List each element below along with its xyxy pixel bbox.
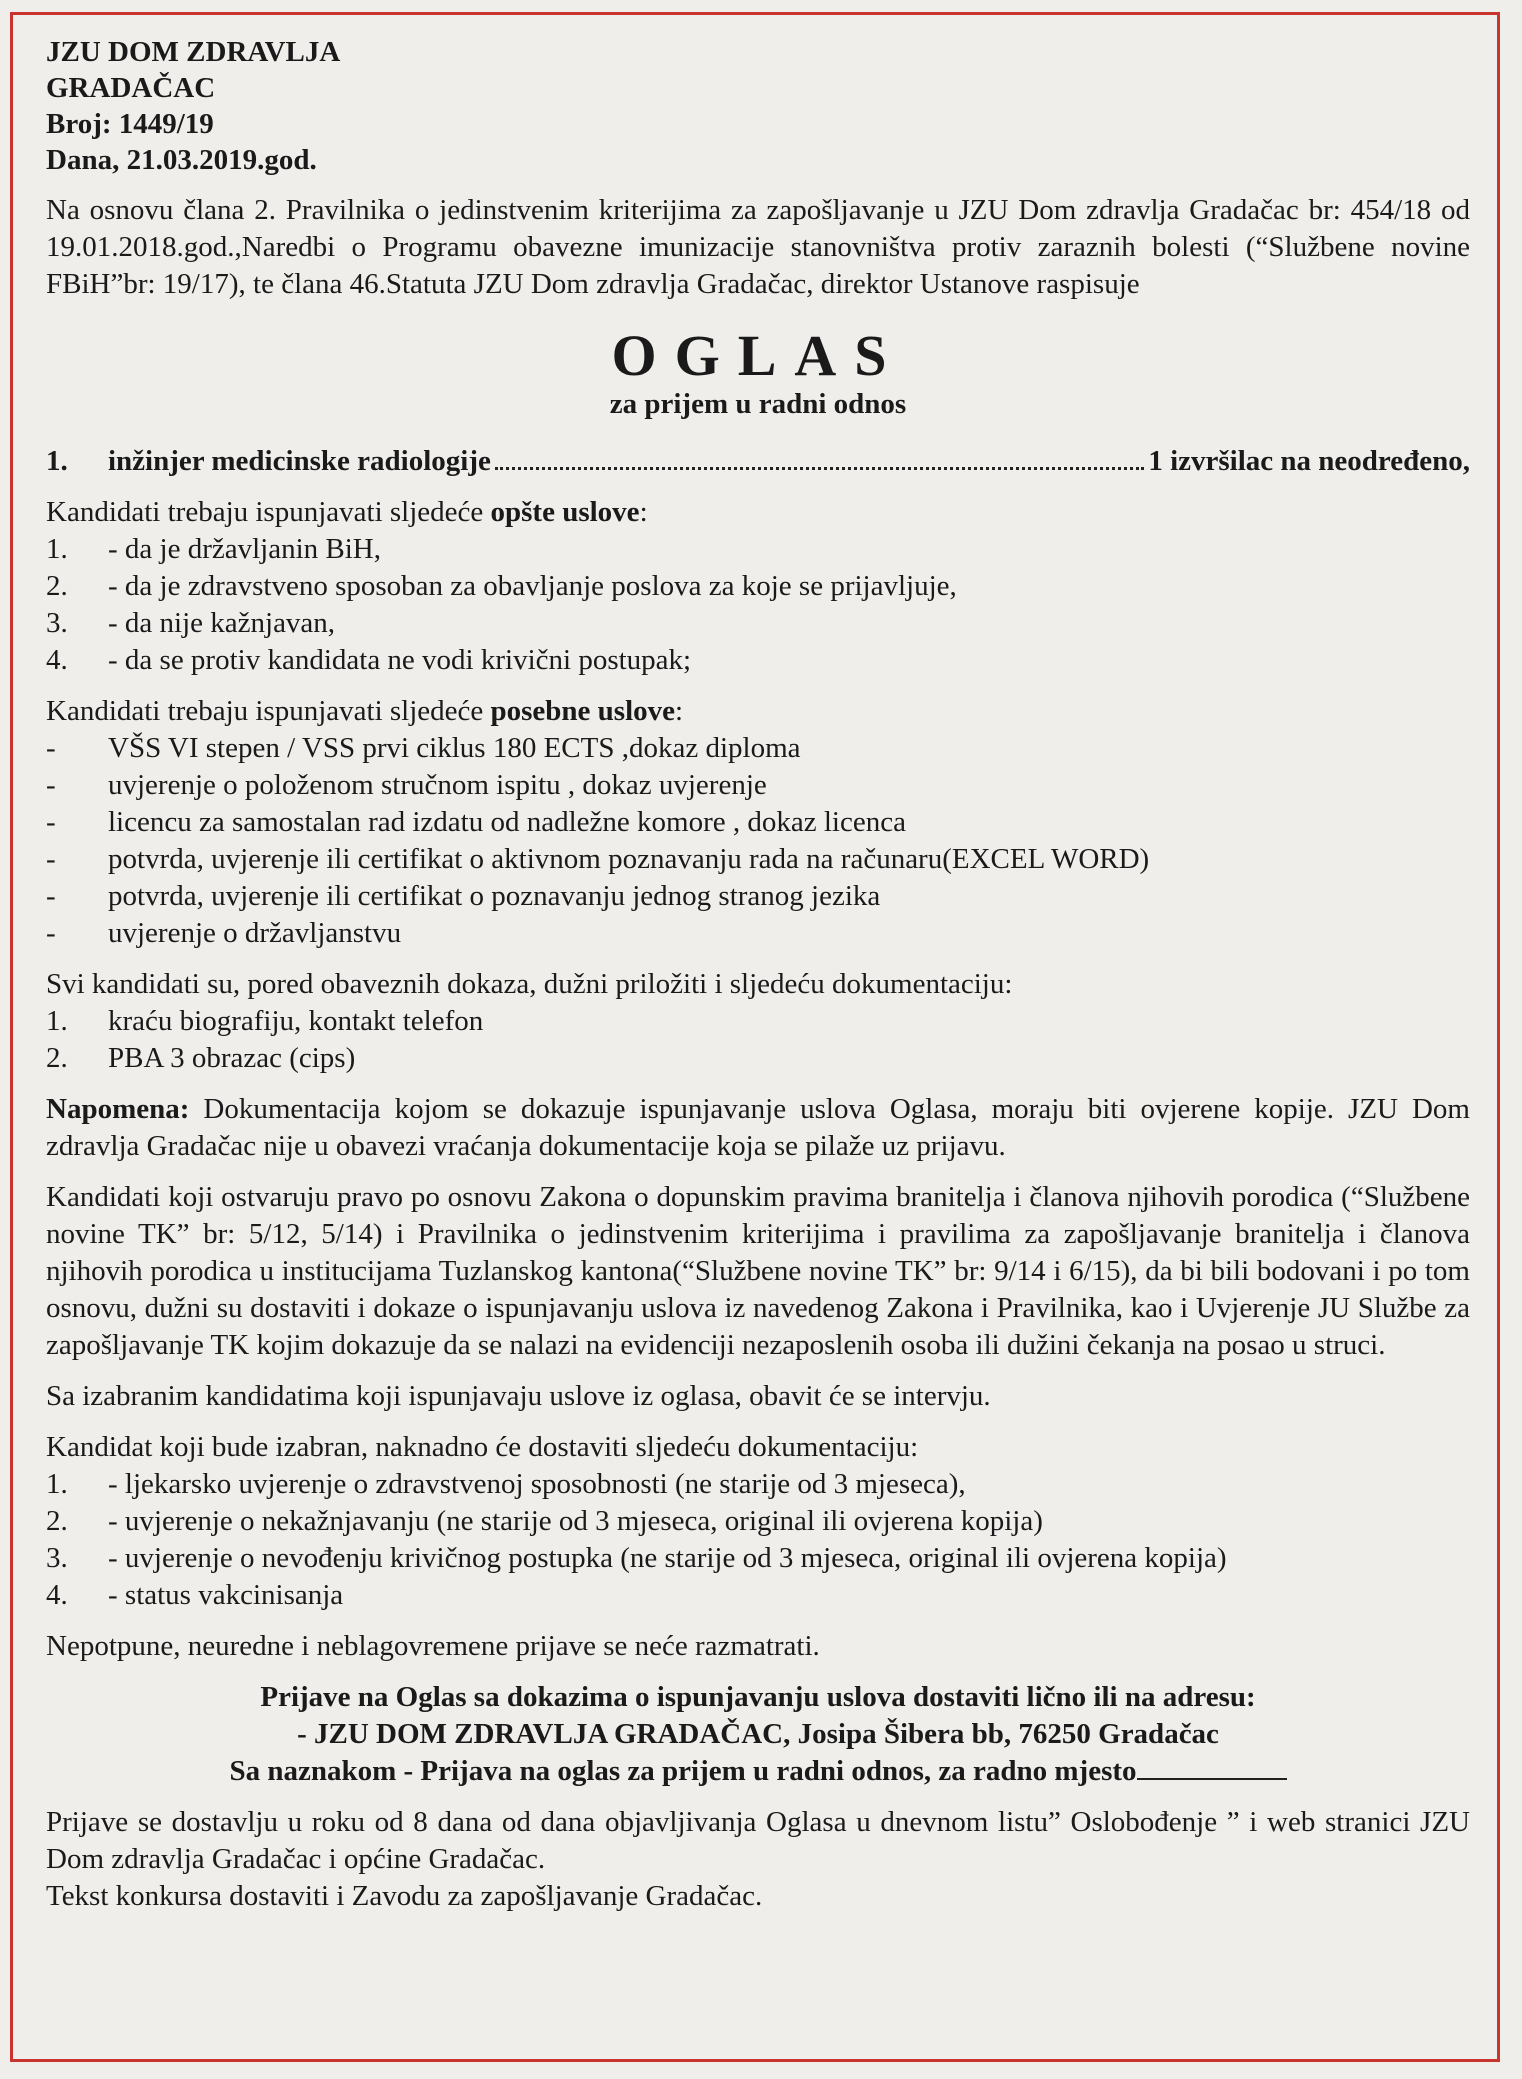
list-item: - VŠS VI stepen / VSS prvi ciklus 180 ECTS ,dokaz diploma	[46, 732, 801, 764]
general-conditions-list	[46, 531, 1470, 679]
position-details: 1 izvršilac na neodređeno,	[1148, 445, 1470, 477]
list-item: 3. - uvjerenje o nevođenju krivičnog postupka (ne starije od 3 mjeseca, original ili ovjerena kopija)	[46, 1542, 1227, 1574]
list-item: 4. - da se protiv kandidata ne vodi krivični postupak;	[46, 644, 692, 676]
submission-address: - JZU DOM ZDRAVLJA GRADAČAC, Josipa Šibera bb, 76250 Gradačac	[297, 1718, 1219, 1750]
list-item: - licencu za samostalan rad izdatu od nadležne komore , dokaz licenca	[46, 806, 906, 838]
list-item: - uvjerenje o državljanstvu	[46, 917, 402, 949]
list-item: 1. - ljekarsko uvjerenje o zdravstvenoj sposobnosti (ne starije od 3 mjeseca),	[46, 1468, 966, 1500]
general-conditions-intro: Kandidati trebaju ispunjavati sljedeće opšte uslove:	[46, 496, 648, 528]
note-label: Napomena:	[46, 1093, 190, 1125]
header-block	[46, 34, 1470, 178]
intro-paragraph: Na osnovu člana 2. Pravilnika o jedinstvenim kriterijima za zapošljavanje u JZU Dom zdravlja Gradačac br: 454/18 od 19.01.2018.god.,Naredbi o Programu obavezne imunizacije stanovništva protiv zaraznih bolesti (“Službene novine FBiH”br: 19/17), te člana 46.Statuta JZU Dom zdravlja Gradačac, direktor Ustanove raspisuje	[46, 194, 1470, 300]
position-line	[46, 443, 1470, 480]
documentation-list	[46, 1003, 1470, 1077]
institution-city: GRADAČAC	[46, 72, 216, 104]
submission-line-1: Prijave na Oglas sa dokazima o ispunjavanju uslova dostaviti lično ili na adresu:	[260, 1681, 1256, 1713]
special-conditions-label: posebne uslove	[490, 695, 676, 727]
blank-line	[1137, 1756, 1287, 1780]
job-ad	[46, 34, 1470, 1915]
documentation-intro: Svi kandidati su, pored obaveznih dokaza, dužni priložiti i sljedeću dokumentaciju:	[46, 968, 1013, 1000]
ad-subtitle: za prijem u radni odnos	[609, 388, 907, 420]
document-number: Broj: 1449/19	[46, 108, 214, 140]
submission-line-3: Sa naznakom - Prijava na oglas za prijem u radni odnos, za radno mjesto	[46, 1753, 1470, 1790]
general-conditions-label: opšte uslove	[490, 496, 640, 528]
selected-candidate-list	[46, 1466, 1470, 1614]
list-item: 3. - da nije kažnjavan,	[46, 607, 336, 639]
special-conditions-intro: Kandidati trebaju ispunjavati sljedeće posebne uslove:	[46, 695, 684, 727]
dotted-leader	[495, 467, 1144, 470]
position-name: inžinjer medicinske radiologije	[108, 445, 491, 477]
selected-candidate-intro: Kandidat koji bude izabran, naknadno će dostaviti sljedeću dokumentaciju:	[46, 1431, 919, 1463]
special-conditions-list	[46, 730, 1470, 952]
incomplete-notice: Nepotpune, neuredne i neblagovremene prijave se neće razmatrati.	[46, 1630, 820, 1662]
list-item: 1. kraću biografiju, kontakt telefon	[46, 1005, 484, 1037]
list-item: - potvrda, uvjerenje ili certifikat o aktivnom poznavanju rada na računaru(EXCEL WORD)	[46, 843, 1150, 875]
final-paragraph: Tekst konkursa dostaviti i Zavodu za zapošljavanje Gradačac.	[46, 1880, 763, 1912]
deadline-paragraph: Prijave se dostavlju u roku od 8 dana od dana objavljivanja Oglasa u dnevnom listu” Oslobođenje ” i web stranici JZU Dom zdravlja Gradačac i općine Gradačac.	[46, 1806, 1470, 1875]
note-paragraph: Napomena: Dokumentacija kojom se dokazuje ispunjavanje uslova Oglasa, moraju biti ovjerene kopije. JZU Dom zdravlja Gradačac nije u obavezi vraćanja dokumentacije koja se pilaže uz prijavu.	[46, 1093, 1470, 1162]
list-item: 2. PBA 3 obrazac (cips)	[46, 1042, 356, 1074]
list-item: - potvrda, uvjerenje ili certifikat o poznavanju jednog stranog jezika	[46, 880, 881, 912]
institution-name: JZU DOM ZDRAVLJA	[46, 36, 341, 68]
ad-title: OGLAS	[611, 323, 905, 388]
list-item: 2. - uvjerenje o nekažnjavanju (ne starije od 3 mjeseca, original ili ovjerena kopija)	[46, 1505, 1043, 1537]
interview-paragraph: Sa izabranim kandidatima koji ispunjavaju uslove iz oglasa, obavit će se intervju.	[46, 1380, 991, 1412]
veterans-paragraph: Kandidati koji ostvaruju pravo po osnovu Zakona o dopunskim pravima branitelja i članova njihovih porodica (“Službene novine TK” br: 5/12, 5/14) i Pravilnika o jedinstvenim kriterijima i pravilima za zapošljavanje branitelja i članova njihovih porodica u institucijama Tuzlanskog kantona(“Službene novine TK” br: 9/14 i 6/15), da bi bili bodovani i po tom osnovu, dužni su dostaviti i dokaze o ispunjavanju uslova iz navedenog Zakona i Pravilnika, kao i Uvjerenje JU Službe za zapošljavanje TK kojim dokazuje da se nalazi na evidenciji nezaposlenih osoba ili dužini čekanja na posao u struci.	[46, 1181, 1470, 1361]
list-item: 2. - da je zdravstveno sposoban za obavljanje poslova za koje se prijavljuje,	[46, 570, 957, 602]
list-item: 4. - status vakcinisanja	[46, 1579, 344, 1611]
document-date: Dana, 21.03.2019.god.	[46, 144, 317, 176]
submission-block	[46, 1679, 1470, 1790]
list-item: - uvjerenje o položenom stručnom ispitu , dokaz uvjerenje	[46, 769, 767, 801]
list-item: 1. - da je državljanin BiH,	[46, 533, 381, 565]
position-number: 1.	[46, 445, 68, 477]
